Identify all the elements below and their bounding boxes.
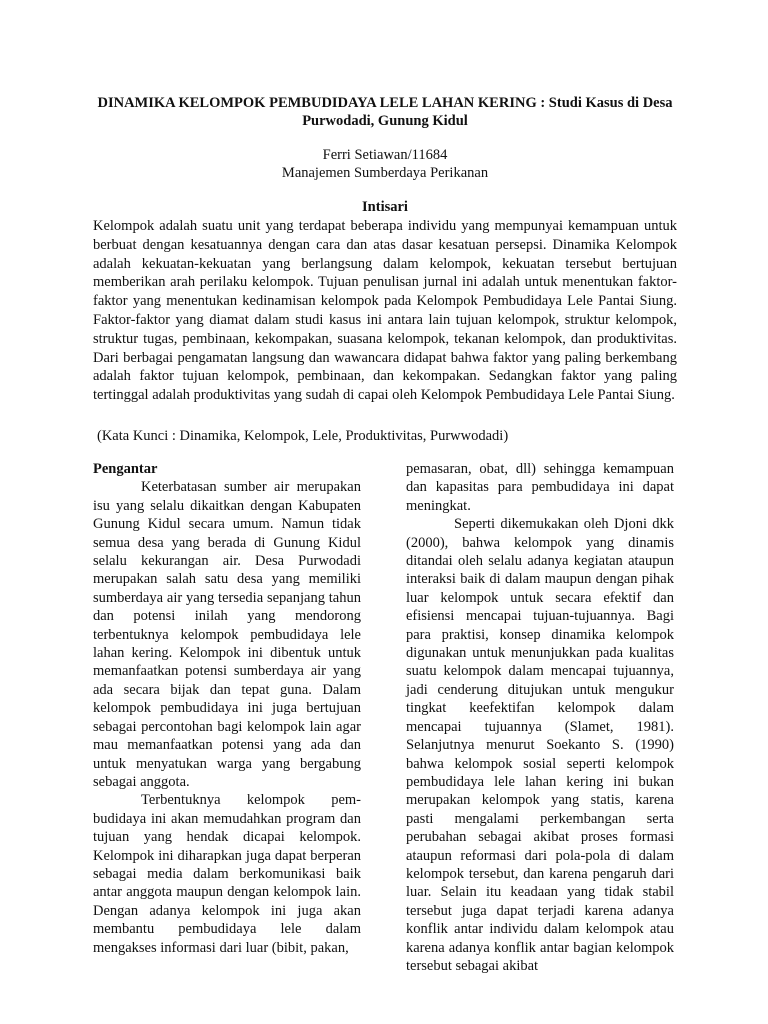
- body-paragraph: Seperti dikemukakan oleh Djoni dkk (2000), bahwa kelompok yang dinamis ditandai oleh selalu adanya kegiatan ataupun interaksi baik di dalam maupun dengan pihak luar kelompok untuk secara efektif dan efisiensi mencapai tujuan-tujuannya. Bagi para praktisi, konsep dinamika kelompok digunakan untuk menunjukkan pada kualitas suatu kelompok dalam mencapai tujuannya, jadi cenderung ditujukan untuk mengukur tingkat keefektifan kelompok dalam mencapai tujuannya (Slamet, 1981). Selanjutnya menurut Soekanto S. (1990) bahwa kelompok sosial seperti kelompok pembudidaya lele lahan kering ini bukan merupakan kelompok yang statis, karena pasti mengalami perkembangan serta perubahan sebagai akibat proses formasi ataupun reformasi dari pola-pola di dalam kelompok tersebut, dan karena pengaruh dari luar. Selain itu keadaan yang tidak stabil tersebut juga dapat terjadi karena adanya konflik antar individu dalam kelompok atau karena adanya konflik antar bagian kelompok tersebut sebagai akibat: [406, 516, 674, 974]
- section-heading: Pengantar: [93, 461, 158, 477]
- body-paragraph: Terbentuknya kelompok pem-budidaya ini akan memudahkan program dan tujuan yang hendak dicapai kelompok. Kelompok ini diharapkan juga dapat berperan sebagai media dalam berkomunikasi baik antar anggota maupun dengan kelompok lain. Dengan adanya kelompok ini juga akan membantu pembudidaya lele dalam mengakses informasi dari luar (bibit, pakan,: [93, 792, 361, 956]
- paper-title: DINAMIKA KELOMPOK PEMBUDIDAYA LELE LAHAN KERING : Studi Kasus di Desa Purwodadi, Gunung Kidul: [97, 95, 673, 129]
- body-paragraph: Keterbatasan sumber air merupakan isu yang selalu dikaitkan dengan Kabupaten Gunung Kidul secara umum. Namun tidak semua desa yang berada di Gunung Kidul selalu kekurangan air. Desa Purwodadi merupakan salah satu desa yang memiliki sumberdaya air yang tersedia sepanjang tahun dan potensi inilah yang mendorong terbentuknya kelompok pembudidaya lele lahan kering. Kelompok ini dibentuk untuk memanfaatkan potensi sumberdaya air yang ada secara bijak dan tepat guna. Dalam kelompok pembudidaya ini juga bertujuan sebagai percontohan bagi kelompok lain agar mau memanfaatkan potensi yang ada dan untuk menyatukan warga yang bergabung sebagai anggota.: [93, 479, 361, 790]
- author-line: Ferri Setiawan/11684: [322, 147, 448, 163]
- affiliation-line: Manajemen Sumberdaya Perikanan: [281, 165, 489, 181]
- keywords-line: (Kata Kunci : Dinamika, Kelompok, Lele, Produktivitas, Purwwodadi): [97, 428, 509, 444]
- right-column: [406, 460, 674, 975]
- left-column: [93, 460, 361, 957]
- abstract-heading: Intisari: [362, 199, 408, 215]
- abstract-text: Kelompok adalah suatu unit yang terdapat beberapa individu yang mempunyai kemampuan untuk berbuat dengan kesatuannya dengan cara dan atas dasar kesatuan persepsi. Dinamika Kelompok adalah kekuatan-kekuatan yang berlangsung dalam kelompok, kekuatan tersebut bertujuan memberikan arah perilaku kelompok. Tujuan penulisan jurnal ini adalah untuk menentukan faktor-faktor yang menentukan kedinamisan kelompok pada Kelompok Pembudidaya Lele Pantai Siung. Faktor-faktor yang diamat dalam studi kasus ini antara lain tujuan kelompok, struktur kelompok, struktur tugas, pembinaan, kekompakan, suasana kelompok, tekanan kelompok, dan produktivitas. Dari berbagai pengamatan langsung dan wawancara didapat bahwa faktor yang paling berkembang adalah faktor tujuan kelompok, pembinaan, dan kekompakan. Sedangkan faktor yang paling tertinggal adalah produktivitas yang sudah di capai oleh Kelompok Pembudidaya Lele Pantai Siung.: [93, 218, 677, 404]
- body-paragraph: pemasaran, obat, dll) sehingga kemampuan dan kapasitas para pembudidaya ini dapat meningkat.: [406, 461, 674, 514]
